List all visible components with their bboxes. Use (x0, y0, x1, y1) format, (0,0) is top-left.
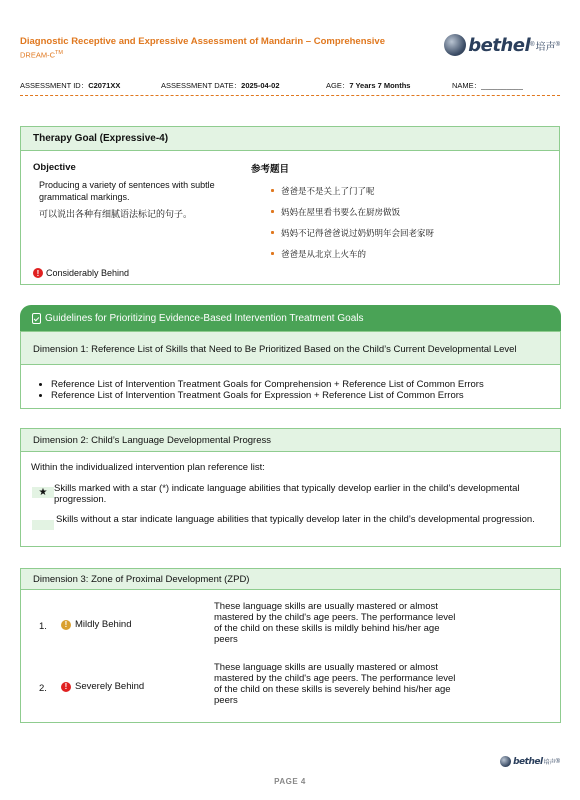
dimension-2-intro: Within the individualized intervention plan reference list: (31, 462, 265, 473)
warning-icon: ! (61, 620, 71, 630)
objective-chinese: 可以说出各种有细腻语法标记的句子。 (39, 210, 193, 220)
logo-text: bethel (468, 34, 531, 56)
assessment-meta (20, 80, 560, 91)
checklist-icon (32, 313, 41, 324)
header-divider (20, 95, 560, 96)
page-number: PAGE 4 (274, 777, 306, 786)
dimension-1-card (20, 331, 561, 409)
dimension-1-header: Dimension 1: Reference List of Skills that Need to Be Prioritized Based on the Child’s Current Developmental Level (21, 332, 560, 365)
row-number: 1. (39, 621, 47, 632)
assessment-subtitle: DREAM-C™ (20, 50, 63, 60)
list-item: • Reference List of Intervention Treatment Goals for Expression + Reference List of Common Errors (51, 390, 484, 401)
status-badge (33, 268, 129, 278)
dimension-2-card (20, 428, 561, 547)
dimension-2-header: Dimension 2: Child’s Language Developmental Progress (21, 429, 560, 452)
zpd-level (61, 681, 144, 692)
reference-items-list (273, 185, 434, 269)
reference-items-heading: 参考题目 (251, 164, 290, 175)
logo-chinese-text: 培声 (535, 41, 556, 53)
therapy-goal-header: Therapy Goal (Expressive-4) (21, 127, 559, 151)
assessment-date: ASSESSMENT DATE：2025-04-02 (161, 81, 280, 90)
logo-cn-registered-mark: ® (555, 758, 560, 765)
child-age: AGE：7 Years 7 Months (326, 81, 411, 90)
assessment-title: Diagnostic Receptive and Expressive Assessment of Mandarin – Comprehensive (20, 36, 385, 47)
trademark-mark: TM (55, 50, 63, 56)
list-item: 爸爸是不是关上了门了呢 (273, 185, 434, 206)
row-number: 2. (39, 683, 47, 694)
therapy-goal-card (20, 126, 560, 285)
list-item: 妈妈在屋里看书要么在厨房做饭 (273, 206, 434, 227)
list-item: 妈妈不记得爸爸说过奶奶明年会回老家呀 (273, 227, 434, 248)
guidelines-title: Guidelines for Prioritizing Evidence-Based Intervention Treatment Goals (45, 312, 364, 324)
dimension-3-card (20, 568, 561, 723)
no-star-swatch (32, 520, 54, 530)
child-name: NAME：__________ (452, 81, 523, 90)
bethel-logo (444, 34, 560, 56)
logo-globe-icon (444, 34, 466, 56)
zpd-description: These language skills are usually mastered or almost mastered by the child's age peers. The performance level of the child on these skills is severely behind his/her age peers (214, 662, 456, 706)
dimension-3-header: Dimension 3: Zone of Proximal Development (ZPD) (21, 569, 560, 590)
zpd-level-label: Severely Behind (75, 681, 145, 692)
alert-icon: ! (61, 682, 71, 692)
list-item: • Reference List of Intervention Treatment Goals for Comprehension + Reference List of Common Errors (51, 379, 484, 390)
zpd-level-label: Mildly Behind (75, 619, 132, 630)
objective-heading: Objective (33, 162, 76, 173)
zpd-level (61, 619, 132, 630)
objective-english: Producing a variety of sentences with subtle grammatical markings. (39, 180, 215, 202)
status-text: Considerably Behind (46, 268, 130, 278)
logo-text: bethel (513, 756, 543, 767)
logo-chinese-text: 培声 (543, 760, 556, 766)
logo-cn-registered-mark: ® (555, 42, 560, 48)
dimension-1-list (51, 379, 484, 401)
guidelines-banner (20, 305, 561, 331)
page-header (20, 36, 560, 66)
alert-icon: ! (33, 268, 43, 278)
list-item: 爸爸是从北京上火车的 (273, 248, 434, 269)
star-icon: ★ (32, 487, 54, 498)
assessment-id: ASSESSMENT ID：C2071XX (20, 81, 121, 90)
logo-registered-mark: ® (530, 42, 535, 48)
logo-globe-icon (500, 756, 511, 767)
zpd-description: These language skills are usually mastered or almost mastered by the child's age peers. The performance level of the child on these skills is mildly behind his/her age peers (214, 601, 456, 645)
footer-logo (500, 756, 560, 767)
star-skills-text: Skills marked with a star (*) indicate language abilities that typically develop earlier in the child’s developmental progression. (54, 483, 520, 505)
no-star-skills-text: Skills without a star indicate language abilities that typically develop later in the child’s developmental progression. (56, 514, 535, 525)
